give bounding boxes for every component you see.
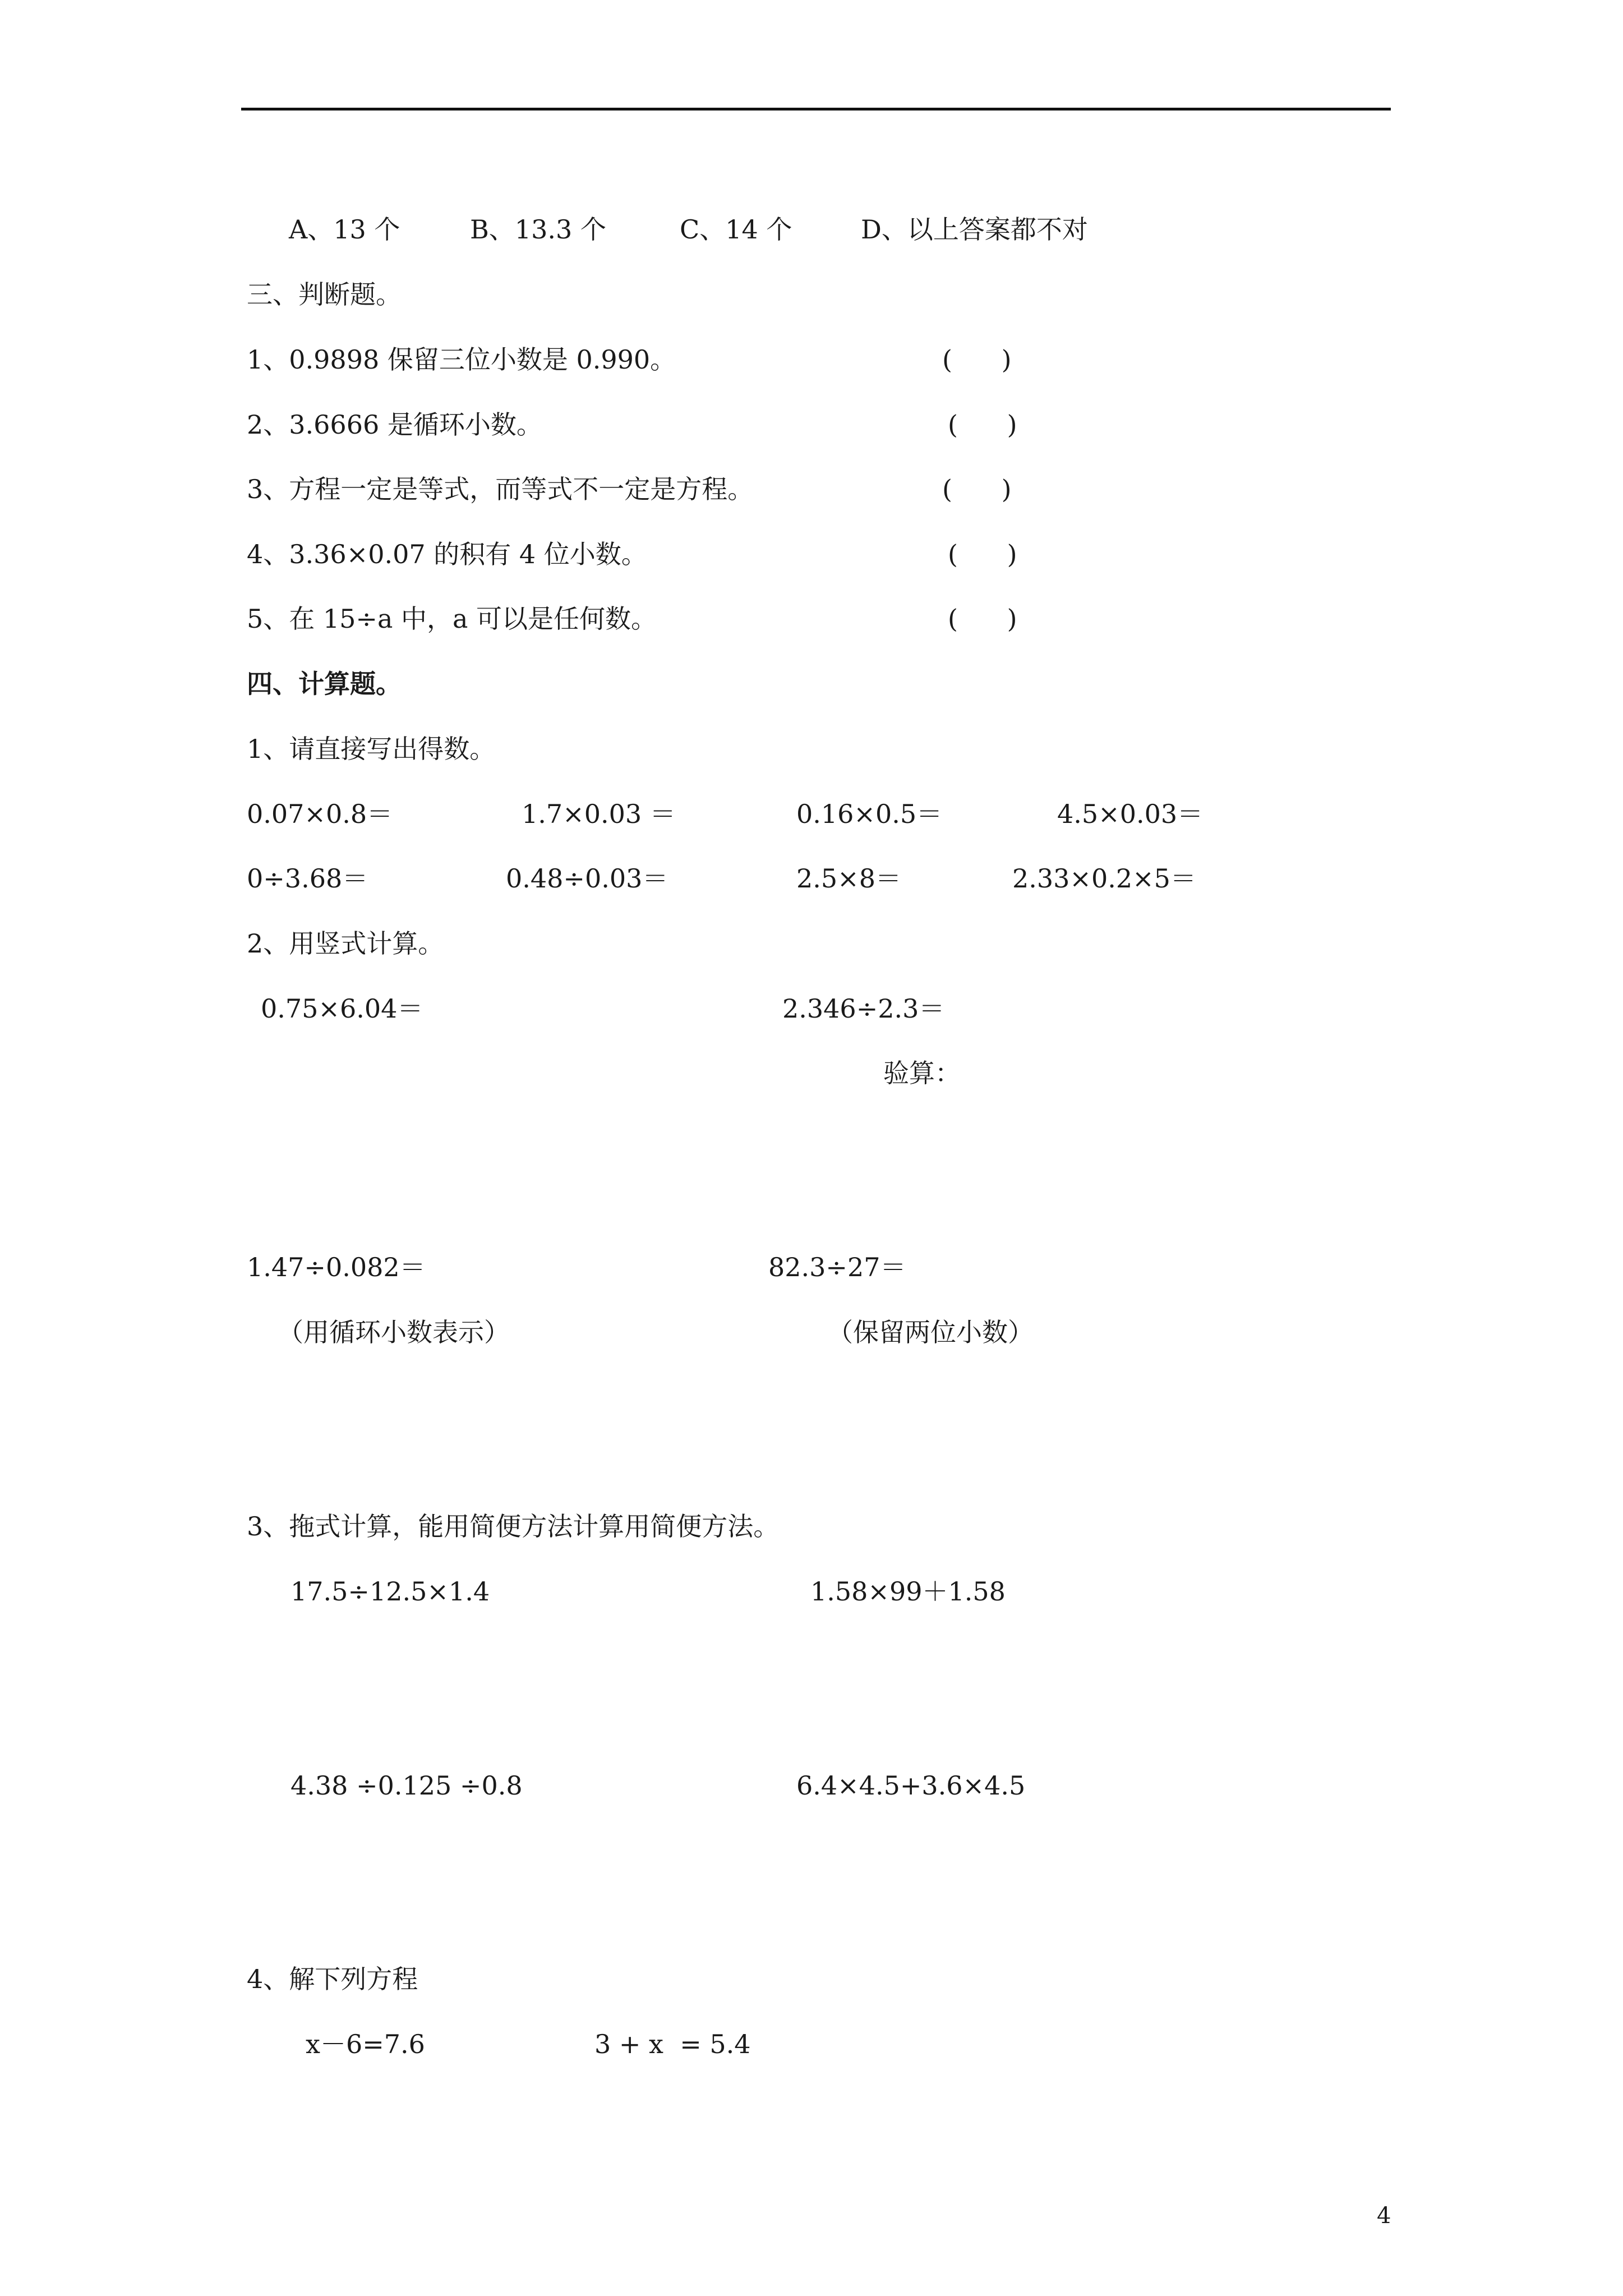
judge-blank-2: ( ): [948, 409, 1017, 440]
vertical-calc-1: 0.75×6.04＝: [261, 993, 423, 1024]
equation-2: 3 + x = 5.4: [594, 2029, 751, 2059]
check-label: 验算：: [883, 1058, 961, 1088]
header-rule: [241, 108, 1391, 111]
judge-blank-3: ( ): [942, 474, 1012, 504]
judge-blank-5: ( ): [948, 604, 1017, 634]
judge-blank-1: ( ): [942, 344, 1012, 375]
q4-title: 4、解下列方程: [247, 1964, 418, 1994]
equation-1: x－6=7.6: [306, 2029, 425, 2059]
oral-calc-5: 0÷3.68＝: [247, 863, 368, 894]
vertical-calc-2: 2.346÷2.3＝: [782, 993, 945, 1024]
expr-4: 6.4×4.5+3.6×4.5: [796, 1770, 1026, 1801]
judge-item-1: 1、0.9898 保留三位小数是 0.990。: [247, 344, 676, 375]
judge-item-3: 3、方程一定是等式，而等式不一定是方程。: [247, 474, 754, 504]
expr-1: 17.5÷12.5×1.4: [291, 1576, 490, 1607]
expr-3: 4.38 ÷0.125 ÷0.8: [291, 1770, 523, 1801]
note-repeating-decimal: （用循环小数表示）: [278, 1317, 510, 1347]
judge-item-4: 4、3.36×0.07 的积有 4 位小数。: [247, 539, 647, 569]
vertical-calc-3: 1.47÷0.082＝: [247, 1252, 426, 1282]
oral-calc-4: 4.5×0.03＝: [1057, 799, 1204, 829]
oral-calc-7: 2.5×8＝: [796, 863, 901, 894]
note-two-decimals: （保留两位小数）: [827, 1317, 1034, 1347]
oral-calc-1: 0.07×0.8＝: [247, 799, 393, 829]
judge-blank-4: ( ): [948, 539, 1017, 569]
q1-title: 1、请直接写出得数。: [247, 734, 496, 764]
page-number: 4: [1377, 2203, 1391, 2229]
oral-calc-2: 1.7×0.03 ＝: [522, 799, 676, 829]
option-c: C、14 个: [680, 214, 792, 245]
option-b: B、13.3 个: [470, 214, 606, 245]
vertical-calc-4: 82.3÷27＝: [768, 1252, 906, 1282]
judge-item-2: 2、3.6666 是循环小数。: [247, 409, 542, 440]
option-a: A、13 个: [289, 214, 400, 245]
option-d: D、以上答案都不对: [861, 214, 1088, 245]
oral-calc-6: 0.48÷0.03＝: [506, 863, 668, 894]
judge-item-5: 5、在 15÷a 中，a 可以是任何数。: [247, 604, 657, 634]
q2-title: 2、用竖式计算。: [247, 928, 444, 959]
oral-calc-8: 2.33×0.2×5＝: [1012, 863, 1196, 894]
oral-calc-3: 0.16×0.5＝: [796, 799, 943, 829]
q3-title: 3、拖式计算，能用简便方法计算用简便方法。: [247, 1511, 780, 1542]
section4-heading: 四、计算题。: [247, 669, 402, 699]
expr-2: 1.58×99＋1.58: [810, 1576, 1006, 1607]
section3-heading: 三、判断题。: [247, 279, 402, 310]
